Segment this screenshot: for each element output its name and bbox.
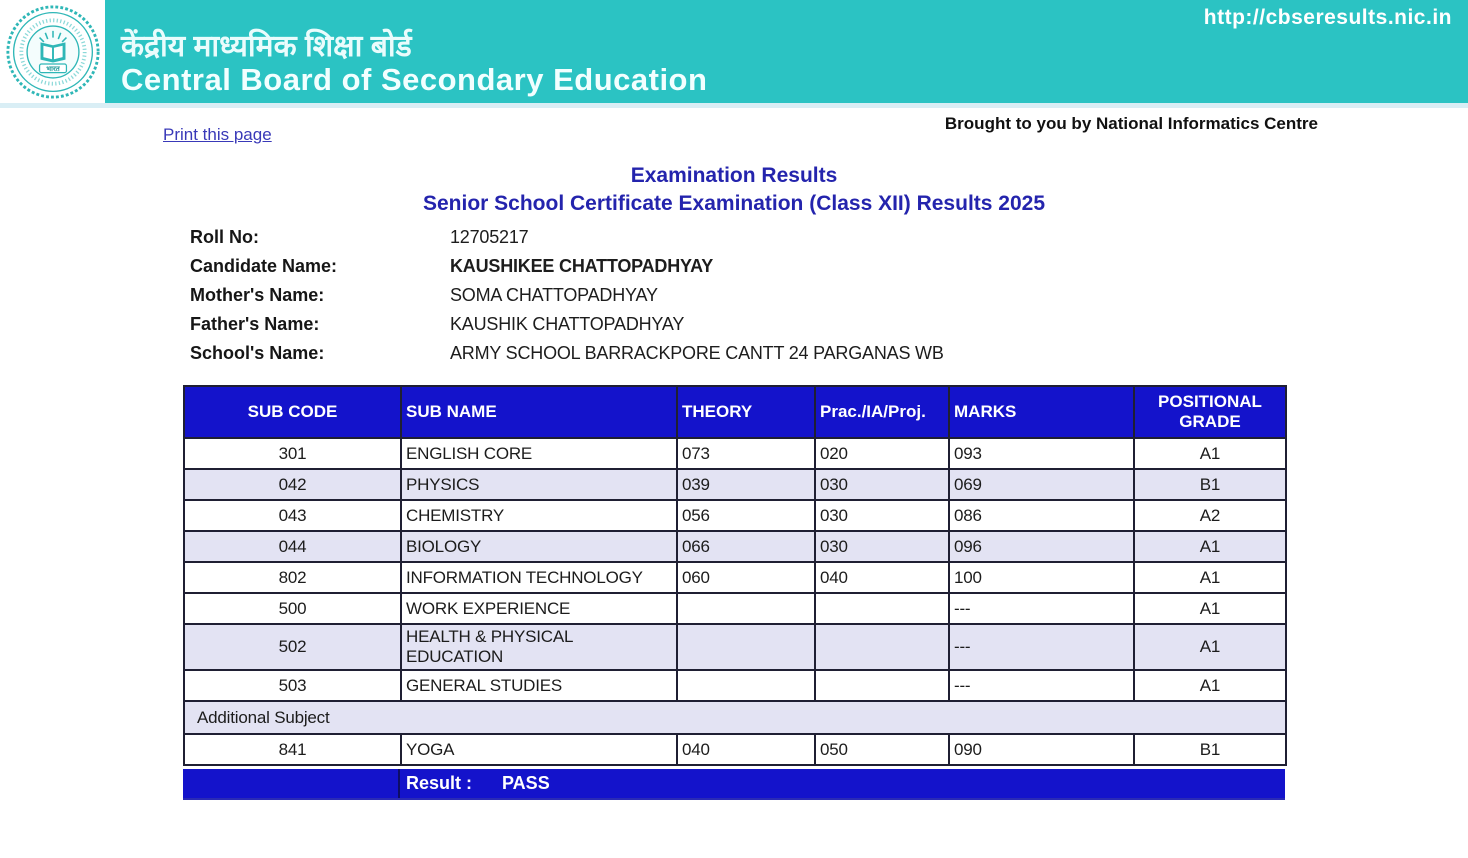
cell-sub-code: 042 bbox=[184, 469, 401, 500]
table-row bbox=[184, 562, 1286, 593]
cell-theory bbox=[677, 670, 815, 701]
cell-prac bbox=[815, 670, 949, 701]
candidate-field-value: KAUSHIKEE CHATTOPADHYAY bbox=[450, 256, 714, 276]
cell-marks: 069 bbox=[949, 469, 1134, 500]
banner-background bbox=[105, 0, 1468, 103]
table-row bbox=[184, 624, 1286, 670]
additional-subject-label: Additional Subject bbox=[184, 701, 1286, 734]
cell-sub-name: HEALTH & PHYSICAL EDUCATION bbox=[401, 624, 677, 670]
col-header-prac: Prac./IA/Proj. bbox=[815, 386, 949, 438]
cell-sub-code: 043 bbox=[184, 500, 401, 531]
print-this-page-link[interactable]: Print this page bbox=[163, 125, 272, 144]
result-row bbox=[183, 769, 1285, 800]
cell-grade: B1 bbox=[1134, 734, 1286, 765]
cell-prac: 050 bbox=[815, 734, 949, 765]
cell-theory bbox=[677, 624, 815, 670]
cell-sub-name: WORK EXPERIENCE bbox=[401, 593, 677, 624]
cell-theory bbox=[677, 593, 815, 624]
results-table-wrap bbox=[183, 385, 1285, 800]
cell-sub-name: PHYSICS bbox=[401, 469, 677, 500]
cell-sub-code: 841 bbox=[184, 734, 401, 765]
cell-prac: 020 bbox=[815, 438, 949, 469]
page-titles bbox=[0, 162, 1468, 218]
page-title: Examination Results bbox=[630, 164, 838, 187]
cell-sub-code: 500 bbox=[184, 593, 401, 624]
results-table-header-row bbox=[184, 386, 1286, 438]
result-row-lead-cell bbox=[183, 769, 400, 798]
candidate-field-label: School's Name: bbox=[190, 343, 325, 363]
cell-grade: A1 bbox=[1134, 438, 1286, 469]
cell-grade: A1 bbox=[1134, 624, 1286, 670]
cell-prac: 030 bbox=[815, 500, 949, 531]
cell-marks: --- bbox=[949, 593, 1134, 624]
cell-grade: A1 bbox=[1134, 593, 1286, 624]
table-row bbox=[184, 531, 1286, 562]
cell-theory: 056 bbox=[677, 500, 815, 531]
cell-sub-name: YOGA bbox=[401, 734, 677, 765]
table-row bbox=[184, 734, 1286, 765]
table-row bbox=[184, 438, 1286, 469]
cell-sub-name: GENERAL STUDIES bbox=[401, 670, 677, 701]
candidate-field-value: 12705217 bbox=[450, 227, 529, 247]
cell-sub-code: 301 bbox=[184, 438, 401, 469]
cell-sub-name: CHEMISTRY bbox=[401, 500, 677, 531]
cbse-logo-icon bbox=[5, 4, 101, 100]
cell-theory: 040 bbox=[677, 734, 815, 765]
site-url: http://cbseresults.nic.in bbox=[1203, 6, 1452, 29]
result-value: PASS bbox=[502, 773, 550, 793]
cell-grade: A2 bbox=[1134, 500, 1286, 531]
cell-grade: A1 bbox=[1134, 670, 1286, 701]
exam-title: Senior School Certificate Examination (Class XII) Results 2025 bbox=[422, 192, 1046, 215]
candidate-field-label: Father's Name: bbox=[190, 314, 320, 334]
cell-marks: --- bbox=[949, 624, 1134, 670]
top-banner bbox=[0, 0, 1468, 103]
cell-theory: 066 bbox=[677, 531, 815, 562]
cell-grade: B1 bbox=[1134, 469, 1286, 500]
cell-sub-name: ENGLISH CORE bbox=[401, 438, 677, 469]
logo-bharat-text: भारत bbox=[45, 65, 60, 73]
cell-prac bbox=[815, 593, 949, 624]
result-label: Result : bbox=[406, 773, 473, 793]
col-header-sub-code: SUB CODE bbox=[184, 386, 401, 438]
cell-marks: 090 bbox=[949, 734, 1134, 765]
candidate-field-value: ARMY SCHOOL BARRACKPORE CANTT 24 PARGANAS WB bbox=[450, 343, 944, 363]
cell-sub-code: 802 bbox=[184, 562, 401, 593]
col-header-sub-name: SUB NAME bbox=[401, 386, 677, 438]
cell-sub-code: 503 bbox=[184, 670, 401, 701]
board-name-english: Central Board of Secondary Education bbox=[121, 62, 708, 97]
candidate-field-value: SOMA CHATTOPADHYAY bbox=[450, 285, 658, 305]
cell-theory: 073 bbox=[677, 438, 815, 469]
col-header-positional-grade: POSITIONAL GRADE bbox=[1134, 386, 1286, 438]
cell-prac: 030 bbox=[815, 469, 949, 500]
nic-credit-text: Brought to you by National Informatics Centre bbox=[944, 114, 1318, 133]
cell-marks: 100 bbox=[949, 562, 1134, 593]
candidate-field-label: Mother's Name: bbox=[190, 285, 325, 305]
cell-marks: 093 bbox=[949, 438, 1134, 469]
table-row bbox=[184, 469, 1286, 500]
cell-prac: 030 bbox=[815, 531, 949, 562]
cell-grade: A1 bbox=[1134, 562, 1286, 593]
cell-marks: --- bbox=[949, 670, 1134, 701]
candidate-details bbox=[190, 226, 1468, 364]
cell-sub-code: 044 bbox=[184, 531, 401, 562]
cell-prac: 040 bbox=[815, 562, 949, 593]
table-row bbox=[184, 670, 1286, 701]
cell-marks: 096 bbox=[949, 531, 1134, 562]
table-row bbox=[184, 593, 1286, 624]
cbse-logo bbox=[0, 0, 105, 103]
cell-marks: 086 bbox=[949, 500, 1134, 531]
cell-sub-code: 502 bbox=[184, 624, 401, 670]
col-header-theory: THEORY bbox=[677, 386, 815, 438]
cell-grade: A1 bbox=[1134, 531, 1286, 562]
cell-sub-name: INFORMATION TECHNOLOGY bbox=[401, 562, 677, 593]
candidate-field-value: KAUSHIK CHATTOPADHYAY bbox=[450, 314, 685, 334]
additional-subject-row bbox=[184, 701, 1286, 734]
sub-header bbox=[0, 108, 1468, 156]
table-row bbox=[184, 500, 1286, 531]
cell-prac bbox=[815, 624, 949, 670]
col-header-marks: MARKS bbox=[949, 386, 1134, 438]
cell-sub-name: BIOLOGY bbox=[401, 531, 677, 562]
cell-theory: 060 bbox=[677, 562, 815, 593]
candidate-field-label: Candidate Name: bbox=[190, 256, 338, 276]
results-table bbox=[183, 385, 1287, 766]
board-name-hindi: केंद्रीय माध्यमिक शिक्षा बोर्ड bbox=[121, 30, 412, 63]
results-table-body bbox=[184, 438, 1286, 765]
candidate-field-label: Roll No: bbox=[190, 227, 259, 247]
cell-theory: 039 bbox=[677, 469, 815, 500]
